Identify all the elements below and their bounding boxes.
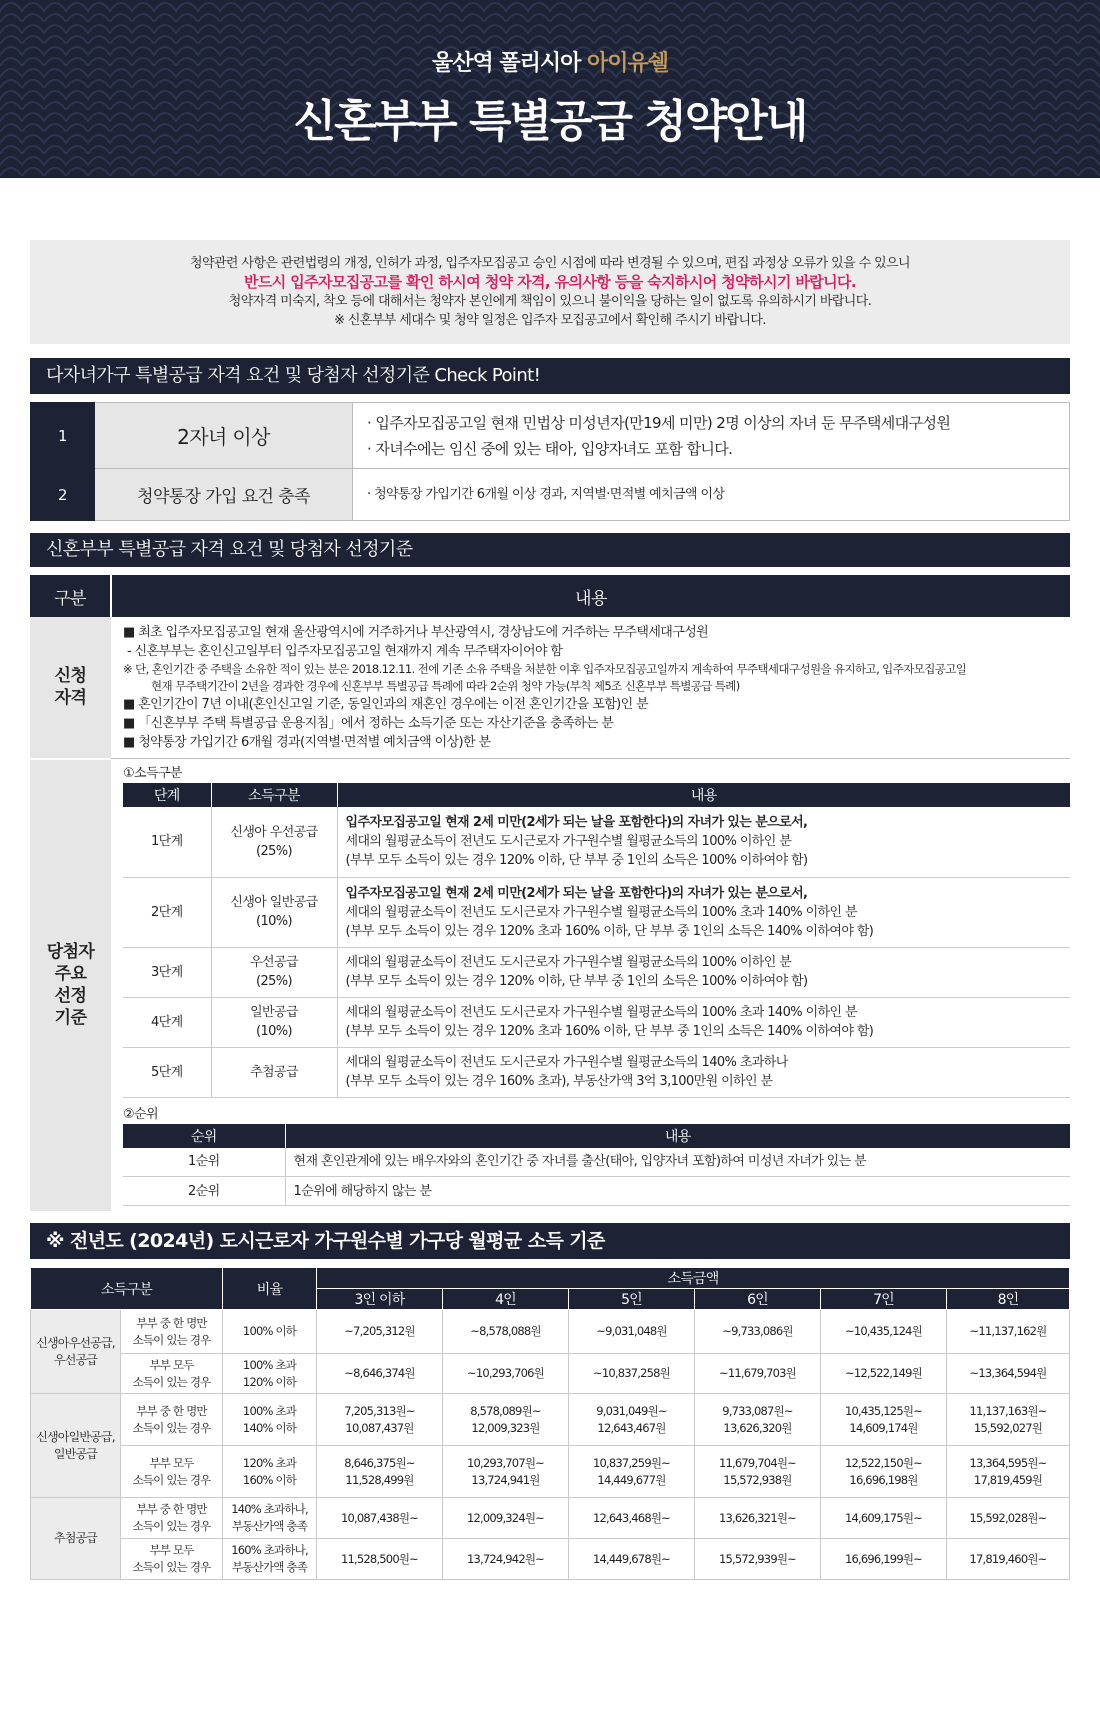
checkpoint-title: 2자녀 이상 — [95, 403, 353, 469]
checkpoint-line: · 입주자모집공고일 현재 민법상 미성년자(만19세 미만) 2명 이상의 자녀 둔 무주택세대구성원 — [367, 413, 951, 432]
income-value: ~10,435,124원 — [821, 1310, 947, 1354]
hero-banner — [0, 0, 1100, 178]
checkpoint-row — [31, 469, 1070, 521]
income-value: 15,572,939원~ — [695, 1539, 821, 1580]
income-row — [31, 1394, 1070, 1446]
income-value: 12,009,324원~ — [443, 1498, 569, 1539]
notice-emphasis: 반드시 입주자모집공고를 확인 하시여 청약 자격, 유의사항 등을 숙지하시어 청약하시기 바랍니다. — [243, 273, 857, 291]
stage-line: 세대의 월평균소득이 전년도 도시근로자 가구원수별 월평균소득의 100% 초과 140% 이하인 분 — [345, 904, 857, 920]
th-stage: 단계 — [123, 783, 211, 807]
qualification-content — [111, 617, 1070, 759]
checkpoint-title-bar: 다자녀가구 특별공급 자격 요건 및 당첨자 선정기준 Check Point! — [30, 358, 1070, 394]
stage: 5단계 — [123, 1047, 211, 1097]
qual-line: ■ 「신혼부부 주택 특별공급 운용지침」에서 정하는 소득기준 또는 자산기준을 충족하는 분 — [123, 716, 614, 731]
stage-type: 일반공급 (10%) — [211, 997, 337, 1047]
page-title: 신혼부부 특별공급 청약안내 — [293, 96, 807, 147]
income-value: 17,819,460원~ — [947, 1539, 1070, 1580]
notice-line-4: ※ 신혼부부 세대수 및 청약 일정은 입주자 모집공고에서 확인해 주시기 바랍니다. — [334, 313, 766, 328]
income-value: 13,364,595원~ 17,819,459원 — [947, 1446, 1070, 1498]
income-value: 12,643,468원~ — [569, 1498, 695, 1539]
th-size: 6인 — [695, 1289, 821, 1310]
rank-text: 1순위에 해당하지 않는 분 — [285, 1177, 1070, 1206]
qual-note: 현재 무주택기간이 2년을 경과한 경우에 신혼부부 특별공급 특례에 따라 2순위 청약 가능(부칙 제5조 신혼부부 특별공급 특례) — [151, 679, 740, 693]
stage-content — [337, 1047, 1070, 1097]
hero-brand — [0, 46, 1100, 77]
th-size: 7인 — [821, 1289, 947, 1310]
stage-bold-line: 입주자모집공고일 현재 2세 미만(2세가 되는 날을 포함한다)의 자녀가 있는 분으로서, — [345, 815, 808, 831]
income-subcategory: 부부 모두 소득이 있는 경우 — [121, 1354, 223, 1394]
checkpoint-line: · 자녀수에는 임신 중에 있는 태아, 입양자녀도 포함 합니다. — [367, 439, 733, 458]
income-ratio: 100% 이하 — [223, 1310, 317, 1354]
stage-row — [123, 807, 1070, 877]
income-value: 9,031,049원~ 12,643,467원 — [569, 1394, 695, 1446]
stage-type: 신생아 우선공급 (25%) — [211, 807, 337, 877]
stage: 2단계 — [123, 877, 211, 947]
income-value: 14,609,175원~ — [821, 1498, 947, 1539]
income-value: 11,137,163원~ 15,592,027원 — [947, 1394, 1070, 1446]
income-group: 신생아일반공급, 일반공급 — [31, 1394, 121, 1498]
th-size: 4인 — [443, 1289, 569, 1310]
rank-table — [123, 1124, 1070, 1207]
brand-highlight: 아이유쉘 — [587, 51, 669, 76]
income-value: 16,696,199원~ — [821, 1539, 947, 1580]
checkpoint-line: · 청약통장 가입기간 6개월 이상 경과, 지역별·면적별 예치금액 이상 — [367, 486, 725, 502]
income-ratio: 100% 초과 140% 이하 — [223, 1394, 317, 1446]
stage-line: 세대의 월평균소득이 전년도 도시근로자 가구원수별 월평균소득의 140% 초과하나 — [345, 1055, 788, 1070]
th-rank: 순위 — [123, 1124, 285, 1148]
criteria-label-text: 당첨자 주요 선정 기준 — [46, 942, 95, 1029]
qual-line: - 신혼부부는 혼인신고일부터 입주자모집공고일 현재까지 계속 무주택자이어야 함 — [127, 644, 563, 659]
income-ratio: 120% 초과 160% 이하 — [223, 1446, 317, 1498]
income-row — [31, 1354, 1070, 1394]
brand-prefix: 울산역 폴리시아 — [431, 51, 581, 76]
notice-line-1: 청약관련 사항은 관련법령의 개정, 인허가 과정, 입주자모집공고 승인 시점에 따라 변경될 수 있으며, 편집 과정상 오류가 있을 수 있으니 — [190, 256, 910, 271]
income-value: ~12,522,149원 — [821, 1354, 947, 1394]
rank-text: 현재 혼인관계에 있는 배우자와의 혼인기간 중 자녀를 출산(태아, 입양자녀 포함)하여 미성년 자녀가 있는 분 — [285, 1148, 1070, 1177]
income-ratio: 100% 초과 120% 이하 — [223, 1354, 317, 1394]
notice-line-3: 청약자격 미숙지, 착오 등에 대해서는 청약자 본인에게 책임이 있으니 불이익을 당하는 일이 없도록 유의하시기 바랍니다. — [228, 294, 872, 309]
checkpoint-num: 2 — [31, 469, 95, 521]
col-category: 구분 — [30, 575, 111, 617]
income-value: ~8,578,088원 — [443, 1310, 569, 1354]
stage-row — [123, 1047, 1070, 1097]
checkpoint-row — [31, 403, 1070, 469]
stage-line: (부부 모두 소득이 있는 경우 120% 이하, 단 부부 중 1인의 소득은 100% 이하여야 함) — [345, 853, 808, 869]
stage-content — [337, 947, 1070, 997]
rank-caption: ②순위 — [123, 1106, 158, 1122]
income-value: ~13,364,594원 — [947, 1354, 1070, 1394]
income-value: 11,528,500원~ — [317, 1539, 443, 1580]
income-value: 10,837,259원~ 14,449,677원 — [569, 1446, 695, 1498]
qual-line: ■ 최초 입주자모집공고일 현재 울산광역시에 거주하거나 부산광역시, 경상남도에 거주하는 무주택세대구성원 — [123, 625, 709, 640]
th-size: 8인 — [947, 1289, 1070, 1310]
notice-box — [30, 240, 1070, 344]
income-value: ~10,293,706원 — [443, 1354, 569, 1394]
income-value: ~9,031,048원 — [569, 1310, 695, 1354]
stage: 4단계 — [123, 997, 211, 1047]
qual-line: ■ 혼인기간이 7년 이내(혼인신고일 기준, 동일인과의 재혼인 경우에는 이전 혼인기간을 포함)인 분 — [123, 697, 649, 712]
income-table-body — [31, 1310, 1070, 1580]
income-value: ~7,205,312원 — [317, 1310, 443, 1354]
stage: 3단계 — [123, 947, 211, 997]
income-stage-table — [123, 783, 1070, 1098]
income-value: 13,626,321원~ — [695, 1498, 821, 1539]
income-group: 추첨공급 — [31, 1498, 121, 1580]
stage-content — [337, 997, 1070, 1047]
income-subcategory: 부부 모두 소득이 있는 경우 — [121, 1446, 223, 1498]
stage-line: 세대의 월평균소득이 전년도 도시근로자 가구원수별 월평균소득의 100% 이하인 분 — [345, 834, 792, 850]
income-value: 10,087,438원~ — [317, 1498, 443, 1539]
income-value: ~9,733,086원 — [695, 1310, 821, 1354]
income-caption: ①소득구분 — [123, 766, 182, 781]
income-table — [30, 1267, 1070, 1580]
income-value: ~8,646,374원 — [317, 1354, 443, 1394]
income-row — [31, 1446, 1070, 1498]
stage: 1단계 — [123, 807, 211, 877]
selection-title-bar: 신혼부부 특별공급 자격 요건 및 당첨자 선정기준 — [30, 533, 1070, 567]
income-value: ~10,837,258원 — [569, 1354, 695, 1394]
th-content: 내용 — [337, 783, 1070, 807]
rank: 2순위 — [123, 1177, 285, 1206]
income-value: 9,733,087원~ 13,626,320원 — [695, 1394, 821, 1446]
income-value: 7,205,313원~ 10,087,437원 — [317, 1394, 443, 1446]
th-income-category: 소득구분 — [31, 1268, 223, 1310]
income-ratio: 160% 초과하나, 부동산가액 충족 — [223, 1539, 317, 1580]
income-subcategory: 부부 중 한 명만 소득이 있는 경우 — [121, 1498, 223, 1539]
income-value: 8,646,375원~ 11,528,499원 — [317, 1446, 443, 1498]
checkpoint-desc — [353, 469, 1070, 521]
th-rank-content: 내용 — [285, 1124, 1070, 1148]
stage-line: 세대의 월평균소득이 전년도 도시근로자 가구원수별 월평균소득의 100% 이하인 분 — [345, 955, 792, 970]
income-value: 11,679,704원~ 15,572,938원 — [695, 1446, 821, 1498]
stage-type: 추첨공급 — [211, 1047, 337, 1097]
income-ratio: 140% 초과하나, 부동산가액 충족 — [223, 1498, 317, 1539]
th-type: 소득구분 — [211, 783, 337, 807]
income-group: 신생아우선공급, 우선공급 — [31, 1310, 121, 1394]
income-value: 10,293,707원~ 13,724,941원 — [443, 1446, 569, 1498]
qual-line: ■ 청약통장 가입기간 6개월 경과(지역별·면적별 예치금액 이상)한 분 — [123, 735, 491, 750]
income-value: 14,449,678원~ — [569, 1539, 695, 1580]
income-row — [31, 1539, 1070, 1580]
stage-type: 신생아 일반공급 (10%) — [211, 877, 337, 947]
income-subcategory: 부부 중 한 명만 소득이 있는 경우 — [121, 1310, 223, 1354]
rank: 1순위 — [123, 1148, 285, 1177]
income-subcategory: 부부 중 한 명만 소득이 있는 경우 — [121, 1394, 223, 1446]
qualification-label — [30, 617, 111, 759]
stage-line: 세대의 월평균소득이 전년도 도시근로자 가구원수별 월평균소득의 100% 초과 140% 이하인 분 — [345, 1005, 857, 1020]
stage-row — [123, 947, 1070, 997]
income-value: 15,592,028원~ — [947, 1498, 1070, 1539]
th-size: 5인 — [569, 1289, 695, 1310]
checkpoint-num: 1 — [31, 403, 95, 469]
qual-note: ※ 단, 혼인기간 중 주택을 소유한 적이 있는 분은 2018.12.11. 전에 기존 소유 주택을 처분한 이후 입주자모집공고일까지 계속하여 무주택세대구성원을 유지하고, 입주자모집공고일 — [123, 662, 967, 676]
stage-row — [123, 997, 1070, 1047]
stage-row — [123, 877, 1070, 947]
income-row — [31, 1310, 1070, 1354]
checkpoint-title: 청약통장 가입 요건 충족 — [95, 469, 353, 521]
income-row — [31, 1498, 1070, 1539]
stage-line: (부부 모두 소득이 있는 경우 120% 초과 160% 이하, 단 부부 중 1인의 소득은 140% 이하여야 함) — [345, 1024, 874, 1039]
income-subcategory: 부부 모두 소득이 있는 경우 — [121, 1539, 223, 1580]
rank-row — [123, 1177, 1070, 1206]
stage-content — [337, 807, 1070, 877]
income-table-title-bar: ※ 전년도 (2024년) 도시근로자 가구원수별 가구당 월평균 소득 기준 — [30, 1223, 1070, 1259]
th-size: 3인 이하 — [317, 1289, 443, 1310]
stage-line: (부부 모두 소득이 있는 경우 120% 이하, 단 부부 중 1인의 소득은 100% 이하여야 함) — [345, 974, 808, 989]
qualification-label-text: 신청 자격 — [54, 666, 87, 709]
criteria-content — [111, 759, 1070, 1213]
income-value: 13,724,942원~ — [443, 1539, 569, 1580]
income-value: ~11,679,703원 — [695, 1354, 821, 1394]
checkpoint-desc — [353, 403, 1070, 469]
rank-row — [123, 1148, 1070, 1177]
stage-content — [337, 877, 1070, 947]
income-value: 10,435,125원~ 14,609,174원 — [821, 1394, 947, 1446]
selection-table — [30, 575, 1070, 1213]
th-ratio: 비율 — [223, 1268, 317, 1310]
stage-type: 우선공급 (25%) — [211, 947, 337, 997]
th-amount: 소득금액 — [317, 1268, 1070, 1289]
income-value: 12,522,150원~ 16,696,198원 — [821, 1446, 947, 1498]
checkpoint-table — [30, 402, 1070, 521]
stage-line: (부부 모두 소득이 있는 경우 120% 초과 160% 이하, 단 부부 중 1인의 소득은 140% 이하여야 함) — [345, 923, 874, 939]
stage-line: (부부 모두 소득이 있는 경우 160% 초과), 부동산가액 3억 3,100만원 이하인 분 — [345, 1074, 773, 1089]
income-value: 8,578,089원~ 12,009,323원 — [443, 1394, 569, 1446]
criteria-label — [30, 759, 111, 1213]
stage-bold-line: 입주자모집공고일 현재 2세 미만(2세가 되는 날을 포함한다)의 자녀가 있는 분으로서, — [345, 885, 808, 901]
income-value: ~11,137,162원 — [947, 1310, 1070, 1354]
col-content: 내용 — [111, 575, 1070, 617]
